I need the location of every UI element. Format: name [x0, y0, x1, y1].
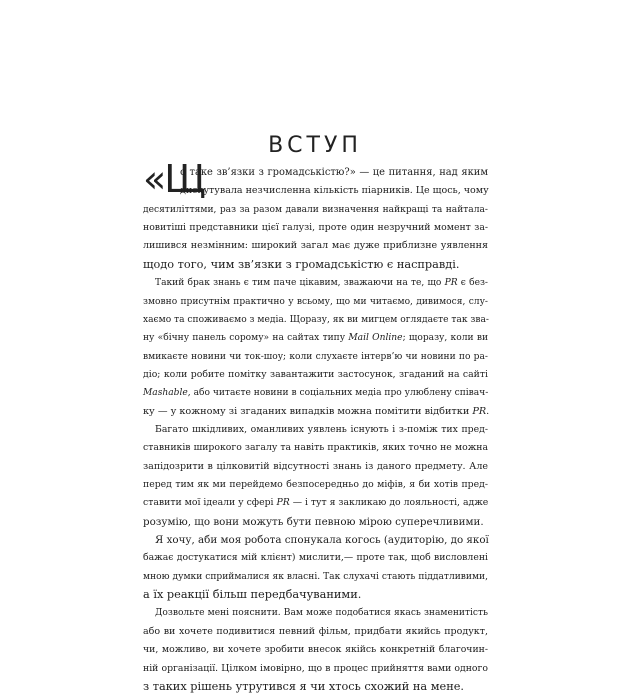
text-line: ставити мої ідеали у сфері PR — і тут я закликаю до лояльності, адже [143, 497, 489, 509]
text-line: перед тим як ми перейдемо безпосередньо до міфів, я би хотів пред- [143, 479, 488, 490]
text-line: діо; коли робите помітку завантажити застосунок, згаданий на сайті [143, 368, 488, 380]
text-line: ку — у кожному зі згаданих випадків можна помітити відбитки PR. [143, 405, 490, 417]
text-line: Я хочу, аби моя робота спонукала когось (аудиторію, до якої [155, 534, 489, 546]
text-line: ставників широкого загалу та навіть практиків, яких точно не можна [143, 442, 488, 454]
text-line: Такий брак знань є тим паче цікавим, зважаючи на те, що PR є без- [155, 278, 488, 289]
text-line: мною думки сприймалися як власні. Так слухачі стають піддатливими, [143, 571, 488, 582]
text-line: хаємо та споживаємо з медіа. Щоразу, як ви мигцем оглядаєте так зва- [143, 314, 490, 325]
text-line: Багато шкідливих, оманливих уявлень існують і з-поміж тих пред- [155, 423, 488, 435]
text-line: о таке зв’язки з громадськістю?» — це питання, над яким [180, 167, 488, 178]
text-line: Mashable, або читаєте новини в соціальних медіа про улюблену співач- [143, 388, 489, 399]
chapter-heading: ВСТУП [268, 132, 362, 158]
text-line: ну «бічну панель сорому» на сайтах типу Mail Online; щоразу, коли ви [143, 333, 488, 344]
text-line: лишився незмінним: широкий загал має дуже приблизне уявлення [143, 240, 488, 252]
text-line: бажає достукатися мій клієнт) мислити,— проте так, щоб висловлені [143, 552, 488, 564]
text-line: розумію, що вони можуть бути певною мірою суперечливими. [143, 515, 484, 528]
text-line: ній організації. Цілком імовірно, що в процес прийняття вами одного [143, 662, 488, 674]
text-line: а їх реакції більш передбачуваними. [143, 588, 362, 601]
text-line: змовно присутнім практично у всьому, що ми читаємо, дивимося, слу- [143, 296, 488, 307]
text-line: чи, можливо, ви хочете зробити внесок якійсь конкретній благочин- [143, 644, 488, 656]
text-line: вмикаєте новини чи ток-шоу; коли слухаєте інтерв’ю чи новини по ра- [143, 351, 488, 362]
text-line: запідозрити в цілковитій відсутності знань із даного предмету. Але [143, 460, 488, 472]
drop-cap: «Щ [143, 157, 204, 201]
text-line: або ви хочете подивитися певний фільм, придбати якийсь продукт, [143, 625, 488, 637]
text-line: Дозвольте мені пояснити. Вам може подобатися якась знаменитість [155, 608, 488, 619]
text-line: щодо того, чим зв’язки з громадськістю є насправді. [143, 257, 460, 271]
text-line: новитіші представники цієї галузі, проте один незручний момент за- [143, 222, 488, 234]
text-line: десятиліттями, раз за разом давали визначення найкращі та найтала- [143, 204, 488, 215]
text-line: дискутувала незчисленна кількість піарників. Це щось, чому [180, 185, 489, 197]
text-line: з таких рішень утрутився я чи хтось схожий на мене. [143, 679, 465, 693]
